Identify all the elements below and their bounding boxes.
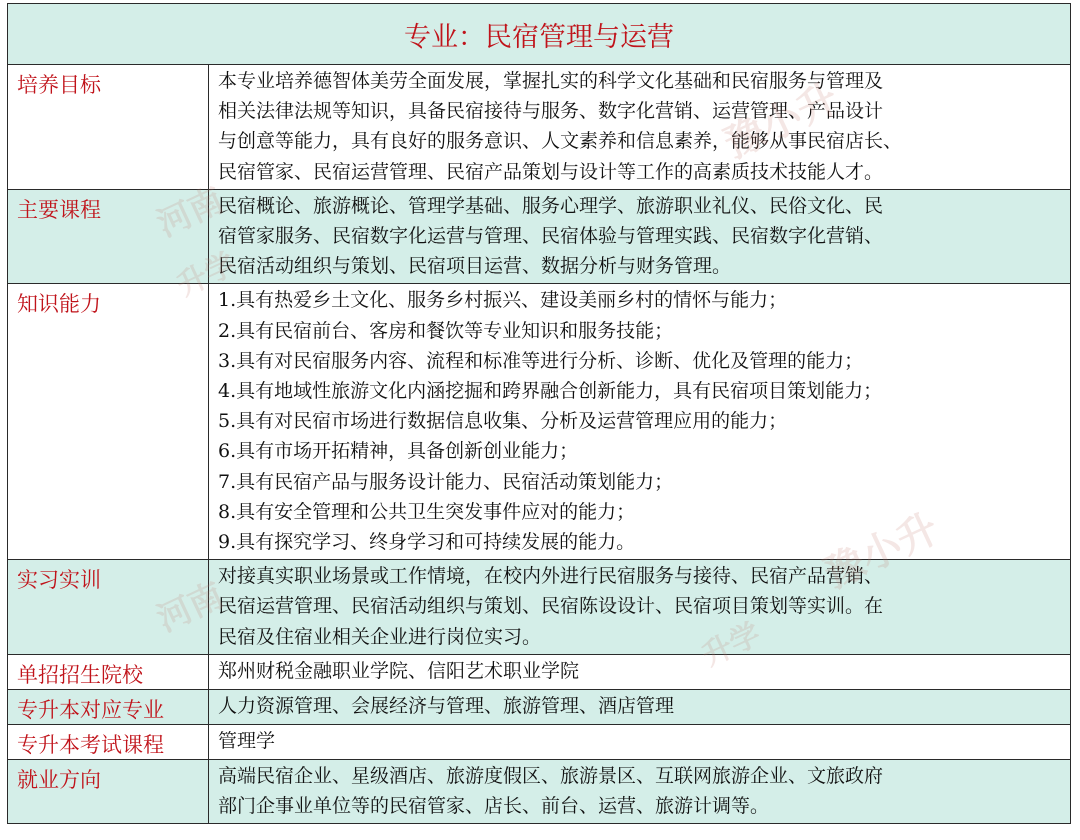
row-value-upgrade-exam bbox=[209, 724, 1071, 759]
text-line: 对接真实职业场景或工作情境，在校内外进行民宿服务与接待、民宿产品营销、 bbox=[218, 565, 884, 588]
document-frame bbox=[7, 3, 1070, 824]
text-line: 人力资源管理、会展经济与管理、旅游管理、酒店管理 bbox=[218, 694, 675, 717]
text-line: 与创意等能力，具有良好的服务意识、人文素养和信息素养，能够从事民宿店长、 bbox=[218, 130, 903, 153]
row-label-career: 就业方向 bbox=[8, 759, 209, 823]
table-row bbox=[8, 189, 1071, 284]
row-label-upgrade-exam: 专升本考试课程 bbox=[8, 724, 209, 759]
text-line: 部门企事业单位等的民宿管家、店长、前台、运营、旅游计调等。 bbox=[218, 795, 770, 818]
text-line: 宿管家服务、民宿数字化运营与管理、民宿体验与管理实践、民宿数字化营销、 bbox=[218, 225, 884, 248]
row-value-admission-schools bbox=[209, 654, 1071, 689]
text-line: 民宿运营管理、民宿活动组织与策划、民宿陈设设计、民宿项目策划等实训。在 bbox=[218, 595, 884, 618]
text-line: 9.具有探究学习、终身学习和可持续发展的能力。 bbox=[218, 531, 636, 554]
text-line: 6.具有市场开拓精神，具备创新创业能力； bbox=[218, 440, 579, 463]
row-value-knowledge-ability bbox=[209, 284, 1071, 560]
text-line: 相关法律法规等知识，具备民宿接待与服务、数字化营销、运营管理、产品设计 bbox=[218, 100, 884, 123]
table-row bbox=[8, 724, 1071, 759]
row-value-career bbox=[209, 759, 1071, 823]
text-line: 1.具有热爱乡土文化、服务乡村振兴、建设美丽乡村的情怀与能力； bbox=[218, 289, 788, 312]
text-line: 民宿及住宿业相关企业进行岗位实习。 bbox=[218, 625, 542, 648]
text-line: 民宿活动组织与策划、民宿项目运营、数据分析与财务管理。 bbox=[218, 255, 732, 278]
row-label-internship: 实习实训 bbox=[8, 560, 209, 655]
row-label-knowledge-ability: 知识能力 bbox=[8, 284, 209, 560]
text-line: 民宿管家、民宿运营管理、民宿产品策划与设计等工作的高素质技术技能人才。 bbox=[218, 160, 884, 183]
text-line: 5.具有对民宿市场进行数据信息收集、分析及运营管理应用的能力； bbox=[218, 410, 788, 433]
text-line: 管理学 bbox=[218, 729, 276, 752]
text-line: 7.具有民宿产品与服务设计能力、民宿活动策划能力； bbox=[218, 470, 674, 493]
row-label-training-goal: 培养目标 bbox=[8, 65, 209, 190]
table-row bbox=[8, 689, 1071, 724]
text-line: 郑州财税金融职业学院、信阳艺术职业学院 bbox=[218, 659, 580, 682]
table-row bbox=[8, 284, 1071, 560]
row-label-admission-schools: 单招招生院校 bbox=[8, 654, 209, 689]
text-line: 3.具有对民宿服务内容、流程和标准等进行分析、诊断、优化及管理的能力； bbox=[218, 349, 864, 372]
text-line: 2.具有民宿前台、客房和餐饮等专业知识和服务技能； bbox=[218, 319, 674, 342]
text-line: 高端民宿企业、星级酒店、旅游度假区、旅游景区、互联网旅游企业、文旅政府 bbox=[218, 764, 884, 787]
row-value-internship bbox=[209, 560, 1071, 655]
table-row bbox=[8, 560, 1071, 655]
text-line: 民宿概论、旅游概论、管理学基础、服务心理学、旅游职业礼仪、民俗文化、民 bbox=[218, 194, 884, 217]
table-row bbox=[8, 654, 1071, 689]
row-value-upgrade-majors bbox=[209, 689, 1071, 724]
row-label-upgrade-majors: 专升本对应专业 bbox=[8, 689, 209, 724]
row-label-main-courses: 主要课程 bbox=[8, 189, 209, 284]
major-info-table bbox=[7, 3, 1071, 824]
page-title: 专业：民宿管理与运营 bbox=[8, 4, 1071, 65]
row-value-training-goal bbox=[209, 65, 1071, 190]
text-line: 8.具有安全管理和公共卫生突发事件应对的能力； bbox=[218, 500, 636, 523]
text-line: 本专业培养德智体美劳全面发展，掌握扎实的科学文化基础和民宿服务与管理及 bbox=[218, 70, 884, 92]
row-value-main-courses bbox=[209, 189, 1071, 284]
table-row bbox=[8, 759, 1071, 823]
table-row bbox=[8, 65, 1071, 190]
text-line: 4.具有地域性旅游文化内涵挖掘和跨界融合创新能力，具有民宿项目策划能力； bbox=[218, 380, 883, 403]
